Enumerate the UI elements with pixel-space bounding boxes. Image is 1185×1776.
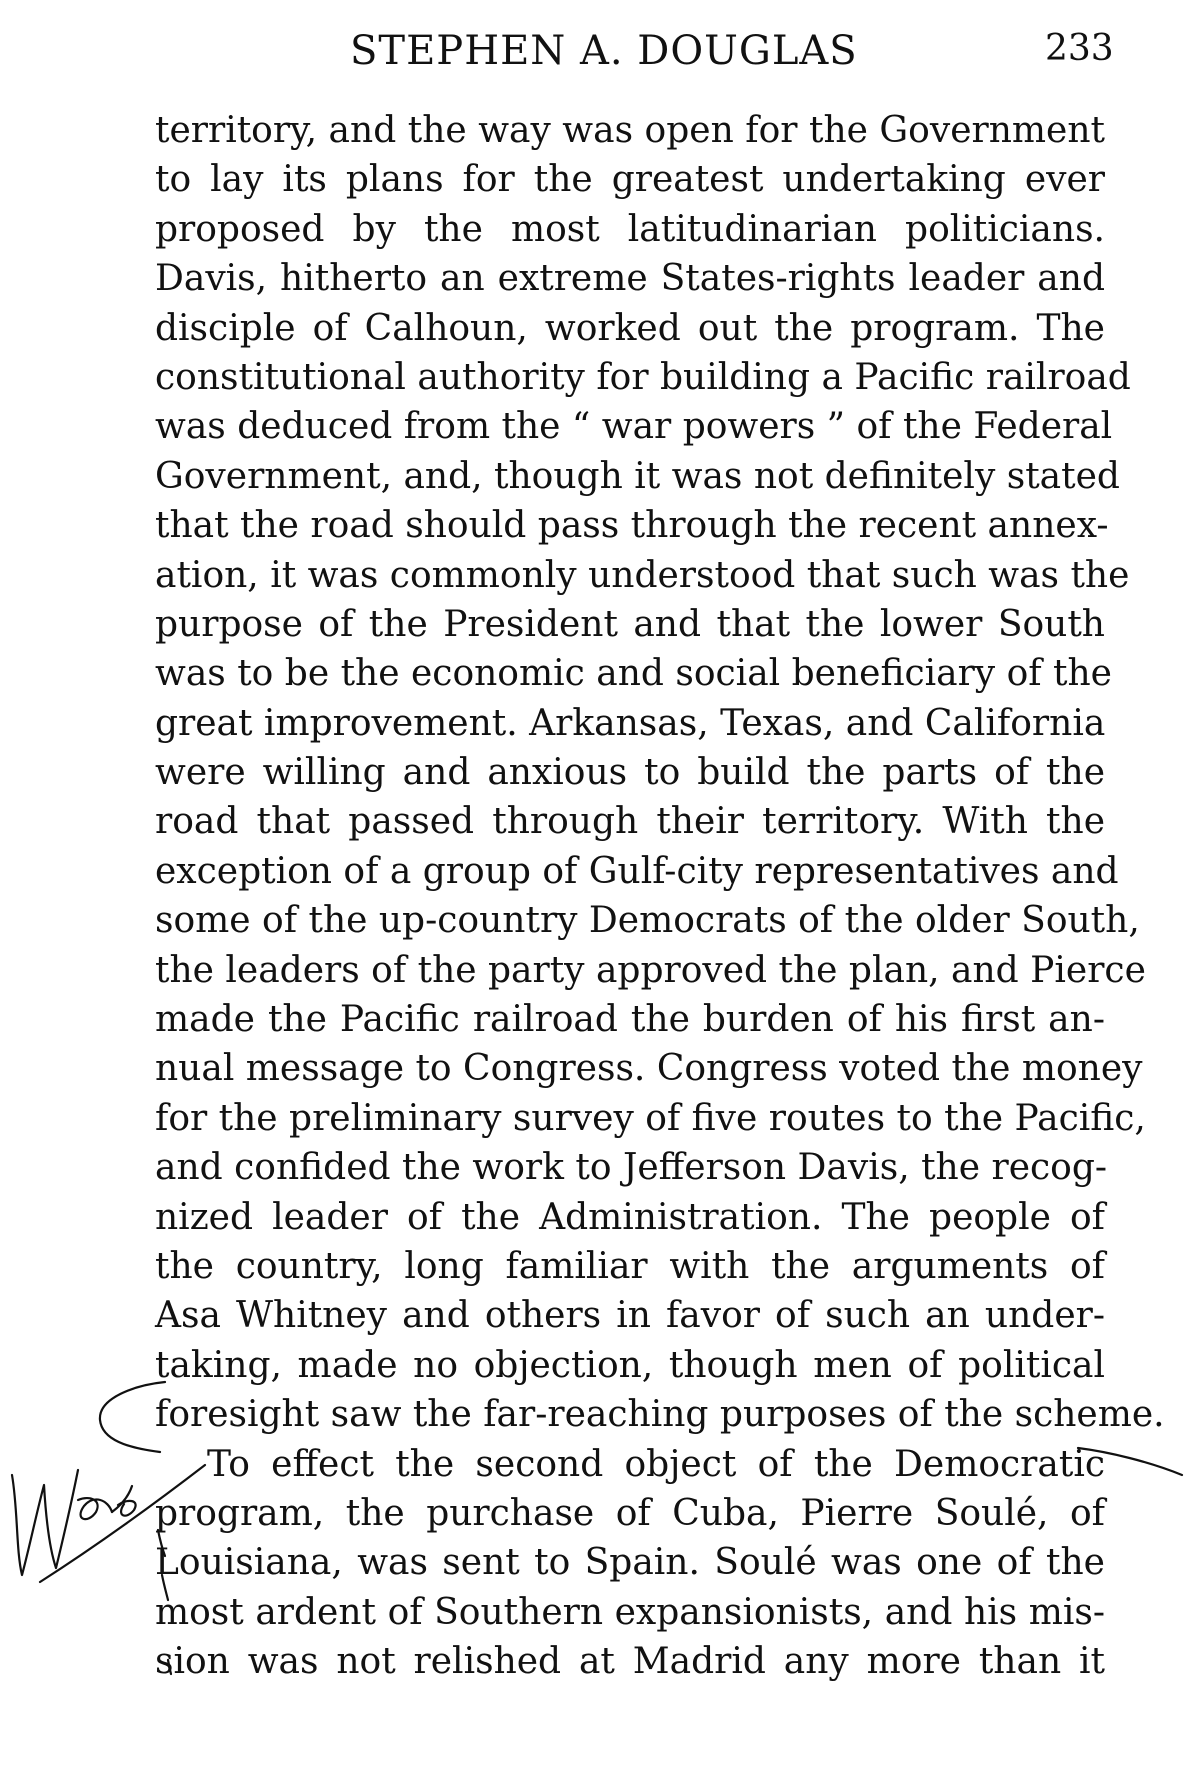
- text-line: for the preliminary survey of five routes to the Pacific,: [155, 1097, 1146, 1139]
- text-line: was to be the economic and social beneficiary of the: [155, 653, 1112, 695]
- text-line: the leaders of the party approved the plan, and Pierce: [155, 949, 1146, 991]
- text-line: ation, it was commonly understood that such was the: [155, 554, 1130, 596]
- text-line: proposed by the most latitudinarian politicians.: [155, 208, 1105, 250]
- text-line: some of the up-country Democrats of the older South,: [155, 900, 1140, 942]
- running-head-title: STEPHEN A. DOUGLAS: [350, 28, 858, 74]
- text-line: and confided the work to Jefferson Davis, the recog-: [155, 1147, 1108, 1189]
- text-line: great improvement. Arkansas, Texas, and California: [155, 702, 1106, 744]
- text-line: were willing and anxious to build the parts of the: [155, 752, 1105, 794]
- text-line: nized leader of the Administration. The people of: [155, 1196, 1105, 1238]
- text-line: disciple of Calhoun, worked out the program. The: [155, 307, 1105, 349]
- text-line: was deduced from the “ war powers ” of the Federal: [155, 406, 1113, 448]
- text-line: Asa Whitney and others in favor of such an under-: [155, 1295, 1105, 1337]
- text-line: to lay its plans for the greatest undertaking ever: [155, 159, 1105, 201]
- text-line: most ardent of Southern expansionists, and his mis-: [155, 1591, 1105, 1633]
- text-line: taking, made no objection, though men of political: [155, 1344, 1105, 1386]
- text-line: that the road should pass through the recent annex-: [155, 505, 1109, 547]
- text-line: exception of a group of Gulf-city representatives and: [155, 850, 1119, 892]
- text-line: Louisiana, was sent to Spain. Soulé was one of the: [155, 1542, 1105, 1584]
- page-number: 233: [1045, 28, 1114, 69]
- text-line: constitutional authority for building a Pacific railroad: [155, 356, 1131, 398]
- text-line: Government, and, though it was not definitely stated: [155, 455, 1120, 497]
- text-line: territory, and the way was open for the Government: [155, 110, 1105, 151]
- text-line: To effect the second object of the Democratic: [207, 1443, 1105, 1485]
- text-line: purpose of the President and that the lower South: [155, 603, 1105, 645]
- text-line: made the Pacific railroad the burden of his first an-: [155, 999, 1105, 1041]
- text-line: road that passed through their territory. With the: [155, 801, 1105, 843]
- text-line: the country, long familiar with the arguments of: [155, 1245, 1105, 1287]
- text-line: Davis, hitherto an extreme States-rights leader and: [155, 258, 1105, 300]
- text-line: nual message to Congress. Congress voted the money: [155, 1048, 1143, 1090]
- text-line: foresight saw the far-reaching purposes of the scheme.: [155, 1394, 1165, 1436]
- text-line: program, the purchase of Cuba, Pierre Soulé, of: [155, 1492, 1105, 1534]
- text-line: sion was not relished at Madrid any more than it: [155, 1641, 1105, 1683]
- body-text: [155, 106, 1165, 1687]
